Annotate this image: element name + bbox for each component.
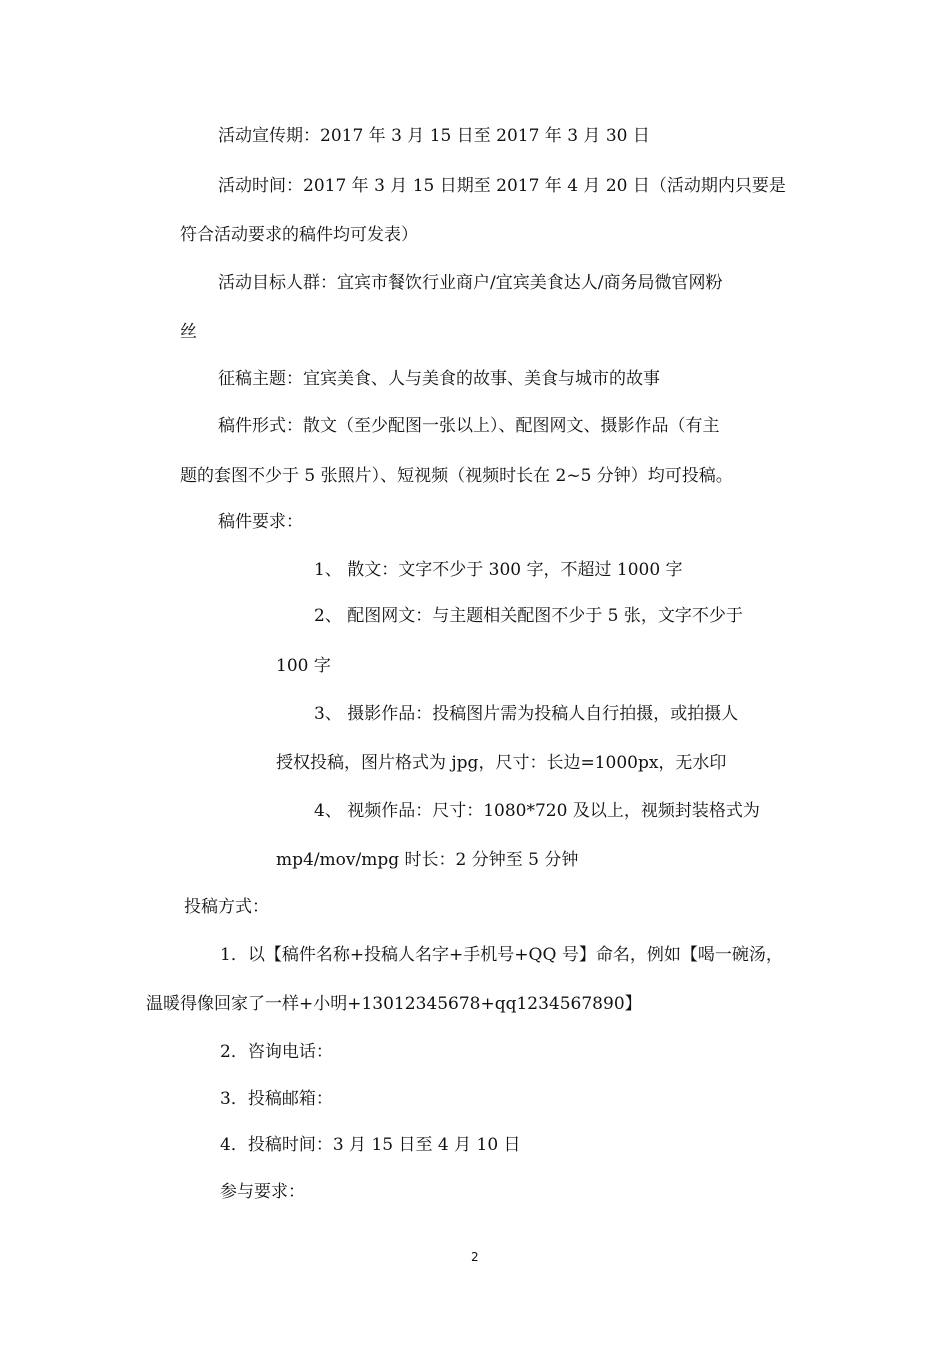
- event-time-line-2: 符合活动要求的稿件均可发表）: [180, 225, 418, 245]
- theme-line: 征稿主题：宜宾美食、人与美食的故事、美食与城市的故事: [218, 369, 660, 389]
- target-audience-line-2: 丝: [180, 322, 197, 342]
- submission-heading: 投稿方式：: [184, 897, 269, 917]
- requirement-item-1: 1、 散文：文字不少于 300 字，不超过 1000 字: [314, 560, 683, 580]
- requirement-item-4-line-2: mp4/mov/mpg 时长：2 分钟至 5 分钟: [276, 850, 579, 870]
- target-audience-line-1: 活动目标人群：宜宾市餐饮行业商户/宜宾美食达人/商务局微官网粉: [218, 273, 723, 293]
- promo-period-line: 活动宣传期：2017 年 3 月 15 日至 2017 年 3 月 30 日: [218, 126, 650, 146]
- submission-item-4: 4．投稿时间：3 月 15 日至 4 月 10 日: [220, 1135, 521, 1155]
- submission-item-1-line-2: 温暖得像回家了一样+小明+13012345678+qq1234567890】: [146, 994, 642, 1014]
- requirement-item-2-line-2: 100 字: [276, 656, 331, 676]
- requirement-item-4-line-1: 4、 视频作品：尺寸：1080*720 及以上，视频封装格式为: [314, 801, 760, 821]
- requirement-item-3-line-1: 3、 摄影作品：投稿图片需为投稿人自行拍摄，或拍摄人: [314, 704, 739, 724]
- submission-item-3: 3．投稿邮箱：: [220, 1089, 333, 1109]
- event-time-line-1: 活动时间：2017 年 3 月 15 日期至 2017 年 4 月 20 日（活动期内只要是: [218, 176, 786, 196]
- format-line-1: 稿件形式：散文（至少配图一张以上）、配图网文、摄影作品（有主: [218, 416, 720, 436]
- format-line-2: 题的套图不少于 5 张照片）、短视频（视频时长在 2~5 分钟）均可投稿。: [180, 466, 733, 486]
- requirement-item-3-line-2: 授权投稿，图片格式为 jpg，尺寸：长边=1000px，无水印: [276, 753, 727, 773]
- requirement-item-2-line-1: 2、 配图网文：与主题相关配图不少于 5 张，文字不少于: [314, 606, 743, 626]
- requirements-heading: 稿件要求：: [218, 512, 303, 532]
- submission-item-1-line-1: 1．以【稿件名称+投稿人名字+手机号+QQ 号】命名，例如【喝一碗汤，: [220, 945, 783, 965]
- submission-item-2: 2．咨询电话：: [220, 1042, 333, 1062]
- page-number: 2: [471, 1250, 479, 1264]
- participation-heading: 参与要求：: [220, 1182, 305, 1202]
